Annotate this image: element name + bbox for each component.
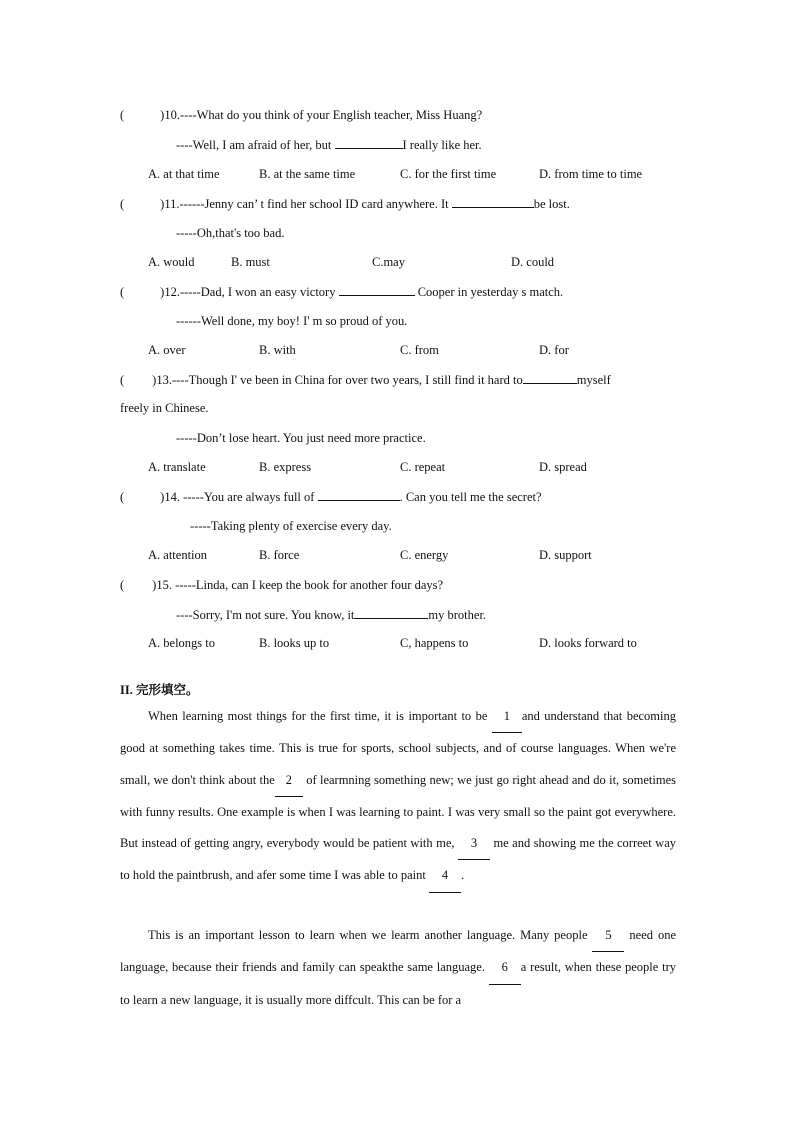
passage-text: .: [460, 868, 465, 883]
option-a: A. attention: [148, 548, 208, 562]
reply-text-end: I really like her.: [402, 138, 482, 152]
option-b: B. looks up to: [259, 636, 330, 650]
question-number: 10: [164, 108, 177, 122]
bracket-open: (: [120, 490, 125, 504]
option-c: C, happens to: [400, 636, 469, 650]
cloze-blank-5: 5: [592, 920, 624, 952]
option-a: A. belongs to: [148, 636, 216, 650]
option-a: A. would: [148, 255, 195, 269]
question-14-stem: ( )14. -----You are always full of . Can you tell me the secret?: [120, 490, 542, 504]
passage-text: and understand that becoming good at something takes time. This is true for sports, school subjects, and of course languages. When we're small, we don't think about the: [120, 709, 676, 787]
cloze-blank-6: 6: [489, 952, 521, 984]
passage-text: of learmning something new; we just go right ahead and do it, sometimes with funny results. One example is when I was learning to paint. I was very small so the paint got everywhere. But instead of getting angry, everybody would be patient with me,: [120, 772, 676, 851]
bracket-open: (: [120, 578, 125, 592]
option-b: B. force: [259, 548, 300, 562]
bracket-open: (: [120, 373, 125, 387]
question-14-reply: -----Taking plenty of exercise every day.: [190, 519, 392, 533]
question-text-end: myself: [576, 373, 611, 387]
question-text: ----Though I' ve been in China for over two years, I still find it hard to: [171, 373, 523, 387]
cloze-blank-4: 4: [429, 860, 461, 892]
passage-text: need one language, because their friends and family can speakthe same language.: [120, 928, 676, 975]
question-10-reply: [176, 136, 482, 153]
question-number: 11: [164, 197, 177, 211]
bracket-open: (: [120, 197, 125, 211]
question-number: 13: [156, 373, 169, 387]
option-d: D. support: [539, 548, 592, 562]
question-13-stem: ( )13.----Though I' ve been in China for over two years, I still find it hard to myself: [120, 373, 611, 387]
question-12-reply: ------Well done, my boy! I' m so proud of you.: [176, 314, 408, 328]
bracket-close: ): [160, 197, 165, 211]
answer-blank: [452, 195, 534, 208]
cloze-blank-2: 2: [275, 765, 303, 797]
option-d: D. from time to time: [539, 167, 643, 181]
option-c: C. from: [400, 343, 439, 357]
passage-text: This is an important lesson to learn when we learm another language. Many people: [148, 928, 593, 942]
question-text: -----Linda, can I keep the book for another four days?: [171, 578, 444, 592]
question-text: ----What do you think of your English teacher, Miss Huang?: [179, 108, 483, 122]
question-10-stem: ( )10.----What do you think of your English teacher, Miss Huang?: [120, 108, 483, 122]
question-13-reply: -----Don’t lose heart. You just need more practice.: [176, 431, 426, 445]
option-c: C. energy: [400, 548, 449, 562]
option-c: C. for the first time: [400, 167, 497, 181]
bracket-close: ): [152, 578, 157, 592]
section-title: II. 完形填空。: [120, 683, 199, 697]
option-b: B. with: [259, 343, 296, 357]
option-b: B. express: [259, 460, 312, 474]
option-b: B. at the same time: [259, 167, 356, 181]
question-text: -----You are always full of: [179, 490, 318, 504]
question-number: 15: [156, 578, 169, 592]
answer-blank: [523, 371, 577, 384]
option-c: C.may: [372, 255, 405, 269]
bracket-close: ): [160, 285, 165, 299]
reply-text: ----Sorry, I'm not sure. You know, it: [176, 608, 355, 622]
question-13-stem-cont: freely in Chinese.: [120, 401, 209, 415]
option-d: D. looks forward to: [539, 636, 637, 650]
option-d: D. spread: [539, 460, 587, 474]
question-number: 14: [164, 490, 177, 504]
question-text: ------Jenny can’ t find her school ID card anywhere. It: [179, 197, 452, 211]
bracket-open: (: [120, 108, 125, 122]
passage-paragraph-1: [120, 701, 676, 893]
question-15-stem: ( )15. -----Linda, can I keep the book for another four days?: [120, 578, 444, 592]
bracket-open: (: [120, 285, 125, 299]
question-text-end: be lost.: [533, 197, 570, 211]
passage-text: When learning most things for the first time, it is important to be: [148, 709, 492, 723]
option-b: B. must: [231, 255, 270, 269]
option-a: A. at that time: [148, 167, 220, 181]
bracket-close: ): [160, 108, 165, 122]
reply-text-end: my brother.: [428, 608, 487, 622]
answer-blank: [339, 283, 415, 296]
question-text-end: . Can you tell me the secret?: [399, 490, 542, 504]
option-a: A. translate: [148, 460, 206, 474]
cloze-blank-3: 3: [458, 828, 490, 860]
option-a: A. over: [148, 343, 186, 357]
cloze-blank-1: 1: [492, 701, 522, 733]
option-d: D. for: [539, 343, 569, 357]
question-number: 12: [164, 285, 177, 299]
answer-blank: [318, 488, 400, 501]
question-11-stem: ( )11.------Jenny can’ t find her school ID card anywhere. It be lost.: [120, 197, 570, 211]
question-15-reply: [176, 606, 486, 623]
question-text-end: Cooper in yesterday s match.: [414, 285, 564, 299]
option-c: C. repeat: [400, 460, 446, 474]
bracket-close: ): [152, 373, 157, 387]
bracket-close: ): [160, 490, 165, 504]
answer-blank: [335, 136, 403, 149]
answer-blank: [354, 606, 428, 619]
passage-text: a result, when these people try to learn a new language, it is usually more diffcult. This can be for a: [120, 960, 676, 1007]
question-text: -----Dad, I won an easy victory: [179, 285, 339, 299]
reply-text: ----Well, I am afraid of her, but: [176, 138, 335, 152]
passage-text: me and showing me the correet way to hold the paintbrush, and afer some time I was able to paint: [120, 836, 676, 883]
option-d: D. could: [511, 255, 555, 269]
question-12-stem: ( )12.-----Dad, I won an easy victory Cooper in yesterday s match.: [120, 285, 564, 299]
passage-paragraph-2: [120, 920, 676, 1016]
question-11-reply: -----Oh,that's too bad.: [176, 226, 285, 240]
